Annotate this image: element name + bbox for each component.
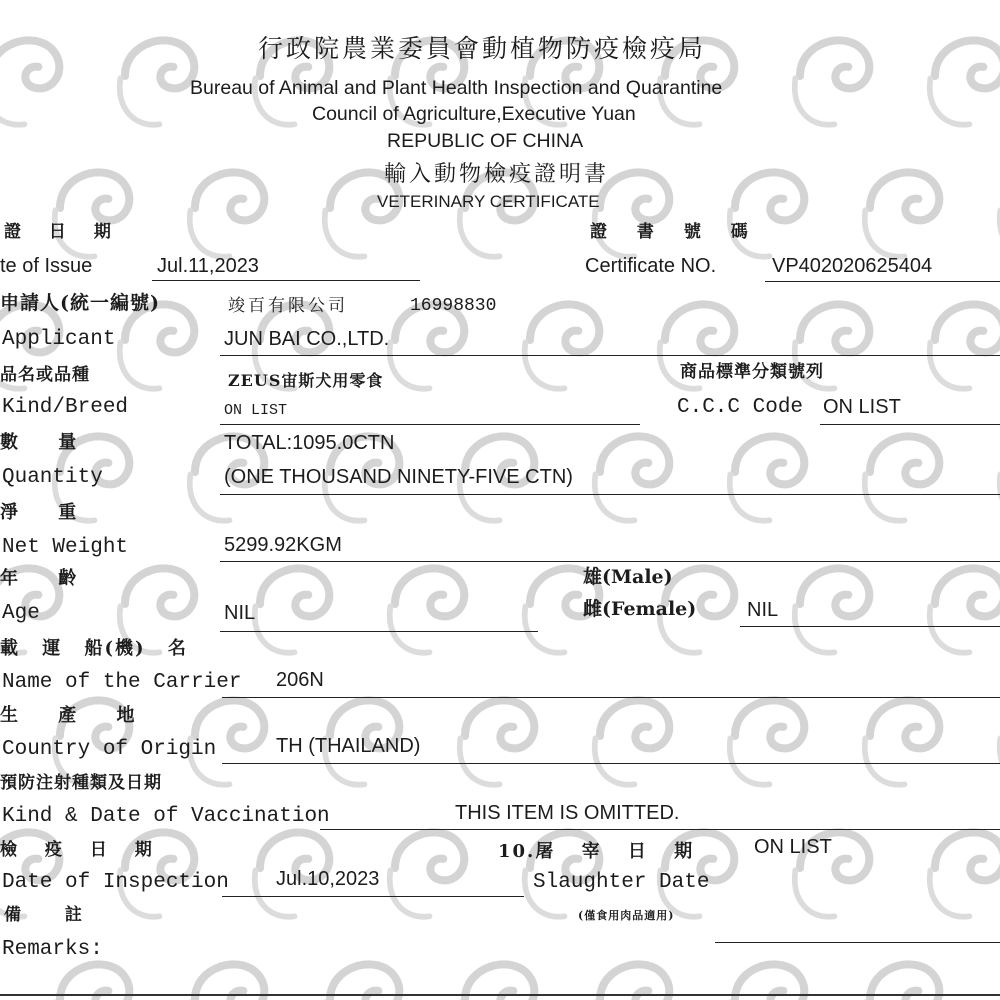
watermark-motif (0, 40, 59, 124)
slaughter-label-en: Slaughter Date (533, 871, 710, 894)
slaughter-label-zh: 10.屠 宰 日 期 (498, 841, 695, 862)
watermark-motif (55, 172, 130, 256)
applicant-name-zh: 竣百有限公司 (228, 296, 348, 316)
age-value: NIL (224, 602, 256, 624)
inspection-label-zh: 檢 疫 日 期 (0, 840, 154, 860)
vaccination-label-en: Kind & Date of Vaccination (2, 805, 330, 828)
weight-label-zh: 淨 重 (0, 502, 79, 523)
watermark-motif (460, 700, 535, 784)
kind-value: ON LIST (224, 402, 288, 419)
watermark-motif (255, 568, 330, 652)
inspection-line (222, 896, 524, 897)
weight-line (220, 561, 1000, 562)
male-label: 雄(Male) (583, 566, 673, 588)
age-label-zh: 年 齡 (0, 568, 79, 589)
certificate-title-zh: 輸入動物檢疫證明書 (384, 162, 610, 187)
watermark-motif (120, 304, 195, 388)
vaccination-line (320, 829, 1000, 830)
ccc-label-zh: 商品標準分類號列 (680, 362, 824, 382)
weight-label-en: Net Weight (2, 536, 129, 559)
watermark-motif (930, 304, 1000, 388)
watermark-motif (390, 304, 465, 388)
applicant-id: 16998830 (410, 296, 497, 316)
applicant-label-en: Applicant (2, 328, 116, 351)
kind-label-zh: 品名或品種 (0, 365, 90, 385)
origin-value: TH (THAILAND) (276, 735, 421, 757)
cert-no-value: VP402020625404 (772, 255, 933, 277)
slaughter-line (715, 942, 1000, 943)
watermark-motif (595, 700, 670, 784)
weight-value: 5299.92KGM (224, 534, 342, 556)
carrier-label-zh: 載 運 船(機) 名 (0, 638, 188, 659)
watermark-motif (930, 568, 1000, 652)
cert-no-label-en: Certificate NO. (585, 255, 717, 277)
watermark-motif (865, 172, 940, 256)
watermark-motif (730, 172, 805, 256)
watermark-motif (190, 172, 265, 256)
carrier-line (222, 697, 1000, 698)
cert-no-label-zh: 證 書 號 碼 (590, 222, 750, 242)
female-label: 雌(Female) (583, 598, 697, 620)
watermark-motif (595, 436, 670, 520)
watermark-motif (930, 40, 1000, 124)
watermark-motif (120, 40, 195, 124)
country-title: REPUBLIC OF CHINA (387, 130, 584, 152)
kind-name-zh: ZEUS宙斯犬用零食 (228, 371, 384, 390)
bottom-rule (0, 994, 1000, 996)
watermark-motif (390, 568, 465, 652)
watermark-motif (795, 568, 870, 652)
watermark-motif (730, 436, 805, 520)
origin-label-en: Country of Origin (2, 738, 217, 761)
carrier-value: 206N (276, 669, 324, 691)
ccc-label-en: C.C.C Code (677, 396, 804, 419)
quantity-value: TOTAL:1095.0CTN (224, 432, 395, 454)
watermark-motif (525, 304, 600, 388)
inspection-label-en: Date of Inspection (2, 871, 229, 894)
issue-date-line (152, 280, 420, 281)
ccc-value: ON LIST (823, 396, 901, 418)
ccc-line (820, 424, 1000, 425)
inspection-value: Jul.10,2023 (276, 868, 380, 890)
age-line (220, 631, 538, 632)
issue-date-value: Jul.11,2023 (157, 255, 259, 277)
remarks-label-zh: 備 註 (4, 905, 84, 925)
applicant-name-en: JUN BAI CO.,LTD. (224, 328, 390, 350)
sex-value: NIL (747, 599, 779, 621)
issue-date-label-en: te of Issue (0, 255, 93, 277)
vaccination-label-zh: 預防注射種類及日期 (0, 773, 162, 793)
bureau-title-zh: 行政院農業委員會動植物防疫檢疫局 (258, 34, 707, 63)
cert-no-line (765, 281, 1000, 282)
kind-label-en: Kind/Breed (2, 396, 129, 419)
sex-line (740, 626, 1000, 627)
bureau-title-en: Bureau of Animal and Plant Health Inspection and Quarantine (190, 77, 723, 99)
certificate-title-en: VETERINARY CERTIFICATE (377, 192, 600, 211)
quantity-words: (ONE THOUSAND NINETY-FIVE CTN) (224, 466, 573, 488)
applicant-label-zh: 申請人(統一編號) (0, 292, 160, 314)
quantity-line (220, 494, 1000, 495)
carrier-label-en: Name of the Carrier (2, 671, 242, 694)
origin-label-zh: 生 產 地 (0, 705, 137, 726)
council-title: Council of Agriculture,Executive Yuan (312, 103, 636, 125)
vaccination-value: THIS ITEM IS OMITTED. (455, 802, 680, 824)
watermark-motif (390, 832, 465, 916)
kind-line (220, 424, 640, 425)
slaughter-value: ON LIST (754, 836, 832, 858)
watermark-motif (795, 40, 870, 124)
watermark-motif (865, 436, 940, 520)
quantity-label-en: Quantity (2, 466, 103, 489)
watermark-motif (865, 700, 940, 784)
issue-date-label-zh: 證 日 期 (4, 222, 113, 242)
watermark-motif (930, 832, 1000, 916)
origin-line (222, 763, 1000, 764)
applicant-line (220, 355, 1000, 356)
age-label-en: Age (2, 602, 40, 625)
watermark-motif (730, 700, 805, 784)
slaughter-note: (僅食用肉品適用) (578, 909, 675, 922)
remarks-label-en: Remarks: (2, 938, 103, 961)
quantity-label-zh: 數 量 (0, 432, 79, 453)
